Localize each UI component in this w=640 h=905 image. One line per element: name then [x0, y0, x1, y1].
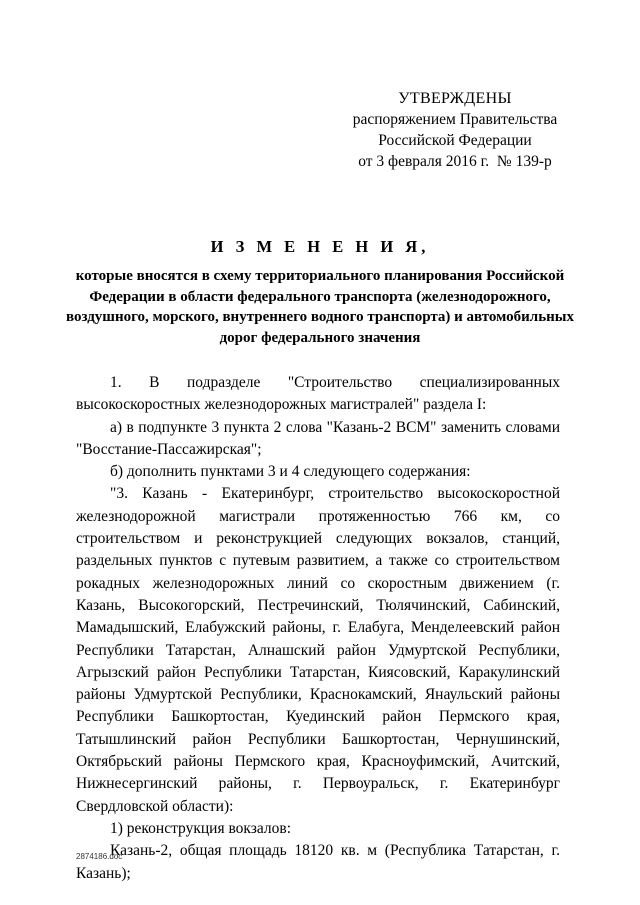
approval-title: УТВЕРЖДЕНЫ: [398, 90, 512, 107]
approval-line-3: от 3 февраля 2016 г. № 139-р: [358, 153, 552, 170]
paragraph-item-1-reconstruction: 1) реконструкция вокзалов:: [110, 819, 292, 837]
paragraph-item-b: б) дополнить пунктами 3 и 4 следующего содержания:: [110, 463, 471, 481]
approval-stamp: [330, 88, 580, 172]
document-body: [76, 372, 560, 885]
paragraph-item-1: 1. В подразделе "Строительство специализированных высокоскоростных железнодорожных магистралей" раздела I:: [76, 374, 560, 414]
approval-line-2: Российской Федерации: [378, 132, 532, 149]
approval-line-1: распоряжением Правительства: [352, 111, 558, 128]
paragraph-item-a: а) в подпункте 3 пункта 2 слова "Казань-2 ВСМ" заменить словами "Восстание-Пассажирская";: [76, 418, 560, 458]
document-heading: И З М Е Н Е Н И Я,: [210, 237, 430, 256]
paragraph-item-kazan-2: Казань-2, общая площадь 18120 кв. м (Республика Татарстан, г. Казань);: [76, 842, 560, 882]
footer-file-name: 2874186.doc: [76, 852, 123, 861]
document-subheading: которые вносятся в схему территориального планирования Российской Федерации в области федерального транспорта (железнодорожного, воздушного, морского, внутреннего водного транспорта) и автомобильных дорог федерального значения: [65, 268, 575, 346]
paragraph-item-3: "3. Казань - Екатеринбург, строительство высокоскоростной железнодорожной магистрали протяженностью 766 км, со строительством и реконструкцией следующих вокзалов, станций, раздельных пунктов с путевым развитием, а также со строительством рокадных железнодорожных линий со скоростным движением (г. Казань, Высокогорский, Пестречинский, Тюлячинский, Сабинский, Мамадышский, Елабужский районы, г. Елабуга, Менделеевский район Республики Татарстан, Алнашский район Удмуртской Республики, Агрызский район Республики Татарстан, Киясовский, Каракулинский районы Удмуртской Республики, Краснокамский, Янаульский районы Республики Башкортостан, Куединский район Пермского края, Татышлинский район Республики Башкортостан, Чернушинский, Октябрьский районы Пермского края, Красноуфимский, Ачитский, Нижнесергинский районы, г. Первоуральск, г. Екатеринбург Свердловской области):: [76, 485, 560, 815]
document-title-block: [60, 236, 580, 348]
